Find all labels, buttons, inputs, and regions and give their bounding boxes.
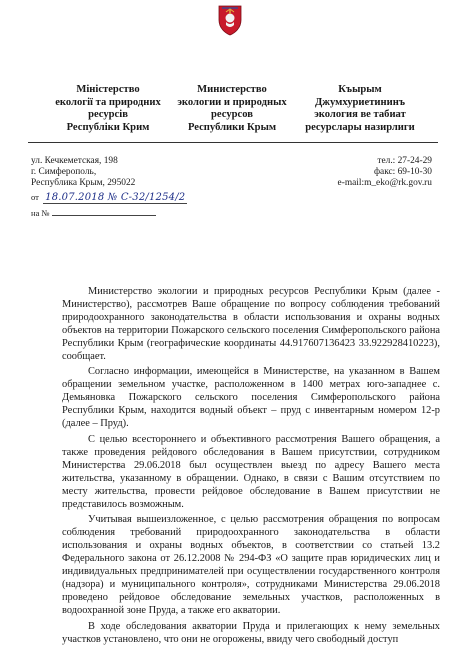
contact-info [338,156,432,190]
reference-blank-line [52,215,156,216]
incoming-reference [31,208,156,219]
contact-fax: факс: 69-10-30 [373,167,432,178]
coat-of-arms-icon [217,4,243,36]
contact-email: e-mail:m_eko@rk.gov.ru [337,178,432,189]
reference-to-prefix: на № [31,208,50,218]
ministry-name-ukrainian: Міністерство екології та природних ресурсів Республіки Крим [55,84,161,133]
outgoing-reference [31,192,187,204]
reference-from-prefix: от [31,192,39,202]
letter-body [62,286,440,649]
body-paragraph: С целью всестороннего и объективного рассмотрения Вашего обращения, а также проведения рейдового обследования в Вашем присутствии, сотрудником Министерства 29.06.2018 был осуществлен выезд по адресу Вашего места жительства, указанному в обращении. Однако, в связи с Вашим отсутствием по месту жительства, провести рейдовое обследование в Вашем присутствии не представилось возможным. [62,433,440,510]
ministry-name-crimean-tatar: Къырым Джумхуриетининъ экология ве табиат ресурслары назирлиги [305,84,415,133]
body-paragraph: Учитывая вышеизложенное, с целью рассмотрения обращения по вопросам соблюдения требований природоохранного законодательства в области использования и охраны водных объектов, в соответствии со статьей 13.2 Федерального закона от 26.12.2008 № 294-ФЗ «О защите прав юридических лиц и индивидуальных предпринимателей при осуществлении государственного контроля (надзора) и муниципального контроля», сотрудниками Министерства 29.06.2018 проведено рейдовое обследование земельных участков, расположенных в водоохранной зоне Пруда, а также его акватории. [62,514,440,616]
address-street: ул. Кечкеметская, 198 [31,156,118,166]
reference-date-number: 18.07.2018 № С-32/1254/2 [45,192,186,203]
postal-address [31,156,135,190]
body-paragraph: В ходе обследования акватории Пруда и прилегающих к нему земельных участков установлено, что они не огорожены, ввиду чего свободный доступ [62,620,440,645]
ministry-name-russian: Министерство экологии и природных ресурсов Республики Крым [177,84,287,133]
body-paragraph: Министерство экологии и природных ресурсов Республики Крым (далее - Министерство), рассмотрев Ваше обращение по вопросу соблюдения требований природоохранного законодательства в области использования и охраны водных объектов на территории Пожарского сельского поселения Симферопольского района Республики Крым (географические координаты 44.917607136423 33.922928410223), сообщает. [62,286,440,362]
contact-phone: тел.: 27-24-29 [377,156,432,166]
address-city: г. Симферополь, [31,167,97,178]
header-divider [28,142,438,143]
address-region: Республика Крым, 295022 [31,178,136,189]
body-paragraph: Согласно информации, имеющейся в Министерстве, на указанном в Вашем обращении земельном участке, расположенном в 1400 метрах юго-западнее с. Демьяновка Пожарского сельского поселения Симферопольского района Республики Крым, находится водный объект – пруд с инвентарным номером 12-р (далее – Пруд). [62,366,440,430]
